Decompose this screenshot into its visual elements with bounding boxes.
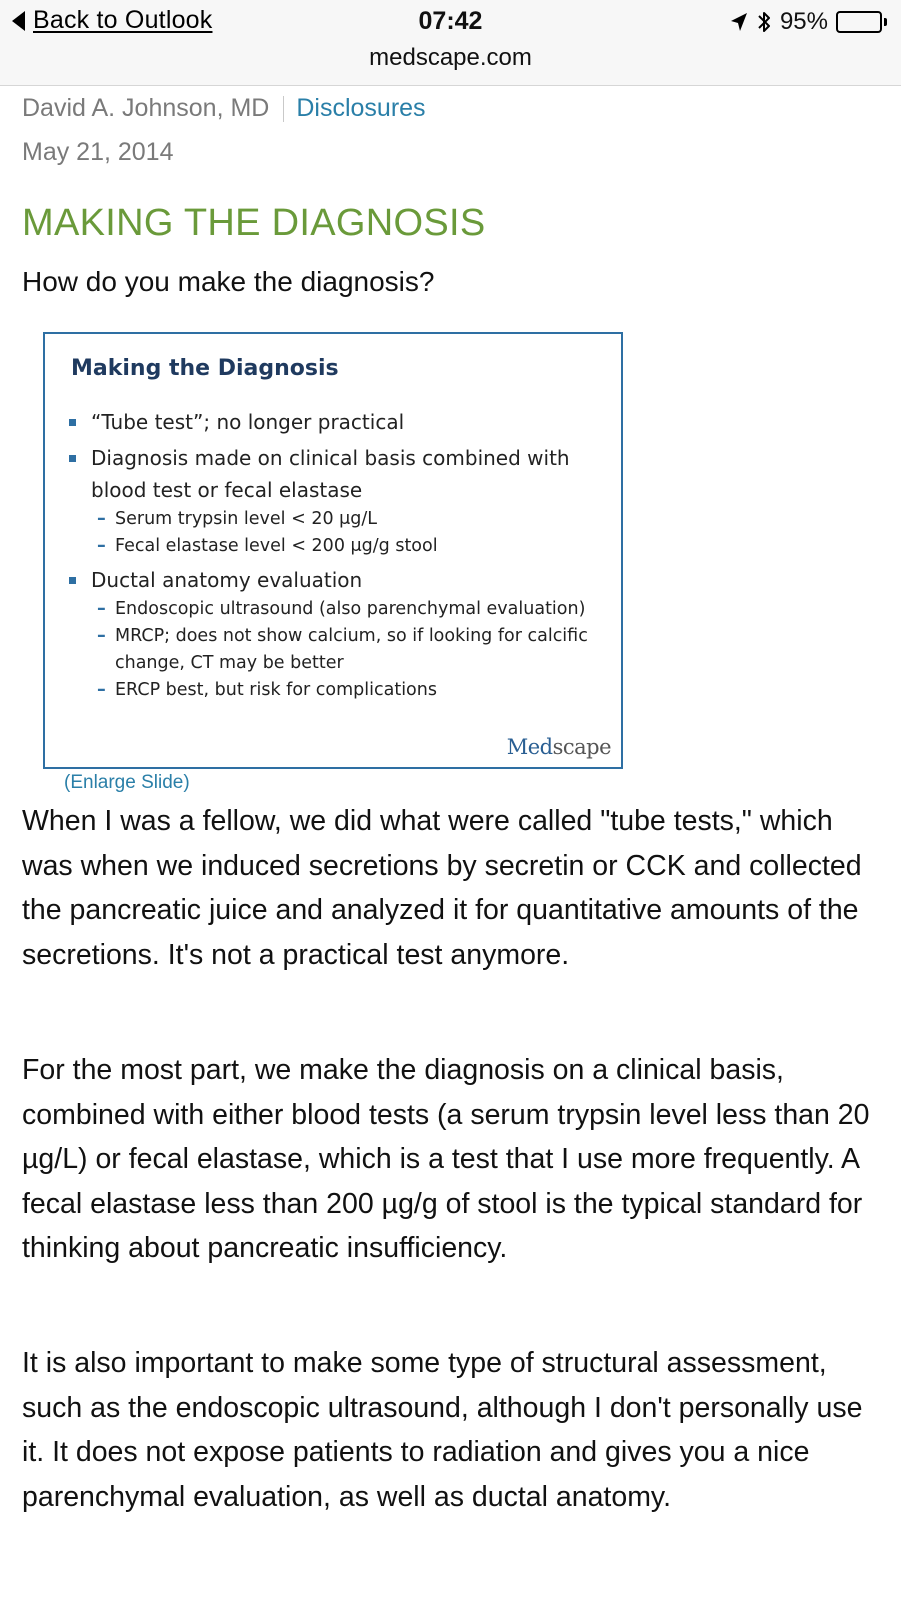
article-paragraph: It is also important to make some type of structural assessment, such as the endoscopic ultrasound, although I don't personally use it. It does not expose patients to radiation and gives you a nice parenchymal evaluation, as well as ductal anatomy.	[22, 1347, 863, 1513]
byline-divider	[283, 96, 284, 122]
slide-title: Making the Diagnosis	[71, 356, 339, 381]
location-arrow-icon	[730, 12, 748, 32]
back-to-outlook-label: Back to Outlook	[33, 6, 213, 34]
battery-icon	[836, 11, 887, 33]
lead-question: How do you make the diagnosis?	[22, 266, 435, 297]
author-name: David A. Johnson, MD	[22, 94, 270, 122]
slide-bullet: Diagnosis made on clinical basis combined with blood test or fecal elastase	[67, 442, 617, 506]
enlarge-slide-link[interactable]: (Enlarge Slide)	[64, 772, 190, 793]
slide-bullet: Ductal anatomy evaluation	[67, 564, 617, 596]
slide-image[interactable]	[43, 332, 623, 769]
publish-date: May 21, 2014	[22, 138, 174, 166]
slide-sub-bullet: – MRCP; does not show calcium, so if looking for calcific change, CT may be better	[67, 623, 617, 677]
browser-status-bar	[0, 0, 901, 86]
slide-sub-bullet: – Endoscopic ultrasound (also parenchymal evaluation)	[67, 596, 617, 623]
battery-percent: 95%	[779, 8, 828, 35]
byline	[22, 94, 426, 123]
slide-sub-bullet: – Serum trypsin level < 20 μg/L	[67, 506, 617, 533]
article-paragraph: For the most part, we make the diagnosis on a clinical basis, combined with either blood tests (a serum trypsin level less than 20 µg/L) or fecal elastase, which is a test that I use more frequently. A fecal elastase less than 200 µg/g of stool is the typical standard for thinking about pancreatic insufficiency.	[22, 1054, 870, 1265]
slide-bullet: “Tube test”; no longer practical	[67, 406, 617, 438]
section-heading: MAKING THE DIAGNOSIS	[22, 202, 486, 244]
disclosures-link[interactable]: Disclosures	[296, 94, 426, 122]
address-bar-url[interactable]: medscape.com	[369, 44, 532, 71]
medscape-logo: Medscape	[506, 735, 611, 759]
article-paragraph: When I was a fellow, we did what were called "tube tests," which was when we induced secretions by secretin or CCK and collected the pancreatic juice and analyzed it for quantitative amounts of the secretions. It's not a practical test anymore.	[22, 805, 862, 971]
status-time: 07:42	[418, 7, 483, 35]
slide-bullet-list	[67, 406, 617, 704]
slide-sub-bullet: – ERCP best, but risk for complications	[67, 677, 617, 704]
slide-sub-bullet: – Fecal elastase level < 200 μg/g stool	[67, 533, 617, 560]
status-indicators	[730, 8, 887, 36]
bluetooth-icon	[756, 10, 772, 34]
